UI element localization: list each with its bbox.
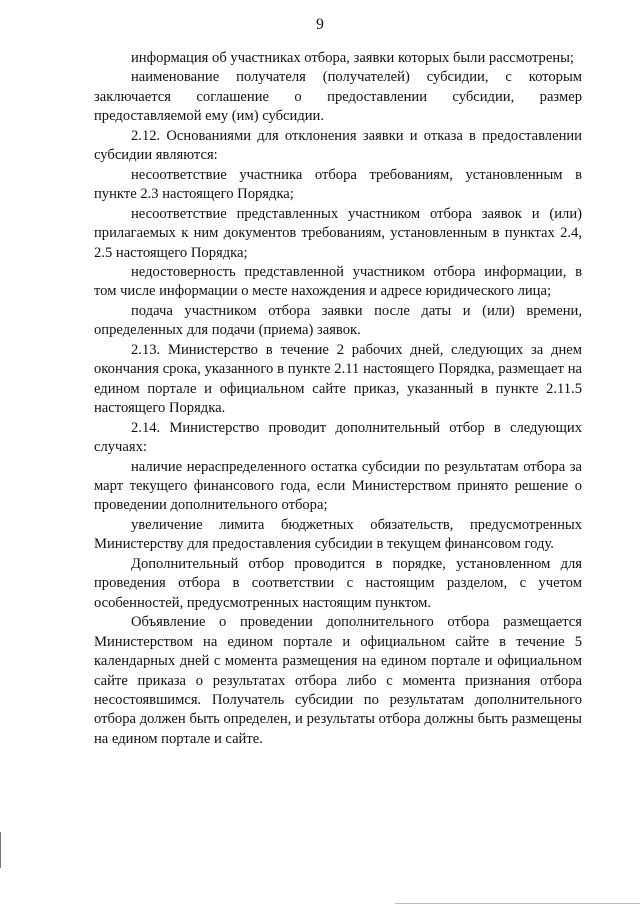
scan-edge-mark (0, 832, 1, 868)
paragraph-noncompliance-requirements: несоответствие участника отбора требованиям, установленным в пункте 2.3 настоящего Порядка; (94, 166, 582, 203)
paragraph-additional-selection-procedure: Дополнительный отбор проводится в порядке, установленном для проведения отбора в соответствии с настоящим разделом, с учетом особенностей, предусмотренных настоящим пунктом. (94, 555, 582, 611)
paragraph-limit-increase: увеличение лимита бюджетных обязательств, предусмотренных Министерству для предоставления субсидии в текущем финансовом году. (94, 516, 582, 553)
paragraph-unreliable-information: недостоверность представленной участником отбора информации, в том числе информации о месте нахождения и адресе юридического лица; (94, 263, 582, 300)
paragraph-recipient-name: наименование получателя (получателей) субсидии, с которым заключается соглашение о предоставлении субсидии, размер предоставляемой ему (им) субсидии. (94, 69, 582, 125)
paragraph-2-12: 2.12. Основаниями для отклонения заявки и отказа в предоставлении субсидии являются: (94, 127, 582, 164)
paragraph-late-submission: подача участником отбора заявки после даты и (или) времени, определенных для подачи (приема) заявок. (94, 302, 582, 339)
page-number: 9 (316, 16, 324, 33)
paragraph-2-14: 2.14. Министерство проводит дополнительный отбор в следующих случаях: (94, 419, 582, 456)
paragraph-2-13: 2.13. Министерство в течение 2 рабочих дней, следующих за днем окончания срока, указанного в пункте 2.11 настоящего Порядка, размещает на едином портале и официальном сайте приказ, указанный в пункте 2.11.5 настоящего Порядка. (94, 341, 582, 417)
document-body (94, 49, 582, 749)
paragraph-noncompliance-documents: несоответствие представленных участником отбора заявок и (или) прилагаемых к ним документов требованиям, установленным в пунктах 2.4, 2.5 настоящего Порядка; (94, 205, 582, 261)
paragraph-participants-info: информация об участниках отбора, заявки которых были рассмотрены; (131, 50, 574, 66)
paragraph-undistributed-balance: наличие нераспределенного остатка субсидии по результатам отбора за март текущего финансового года, если Министерством принято решение о проведении дополнительного отбора; (94, 458, 582, 514)
paragraph-announcement: Объявление о проведении дополнительного отбора размещается Министерством на едином портале и официальном сайте в течение 5 календарных дней с момента размещения на едином портале и официальном сайте приказа о результатах отбора либо с момента признания отбора несостоявшимся. Получатель субсидии по результатам дополнительного отбора должен быть определен, и результаты отбора должны быть размещены на едином портале и сайте. (94, 614, 582, 747)
scan-bottom-edge (395, 903, 640, 904)
